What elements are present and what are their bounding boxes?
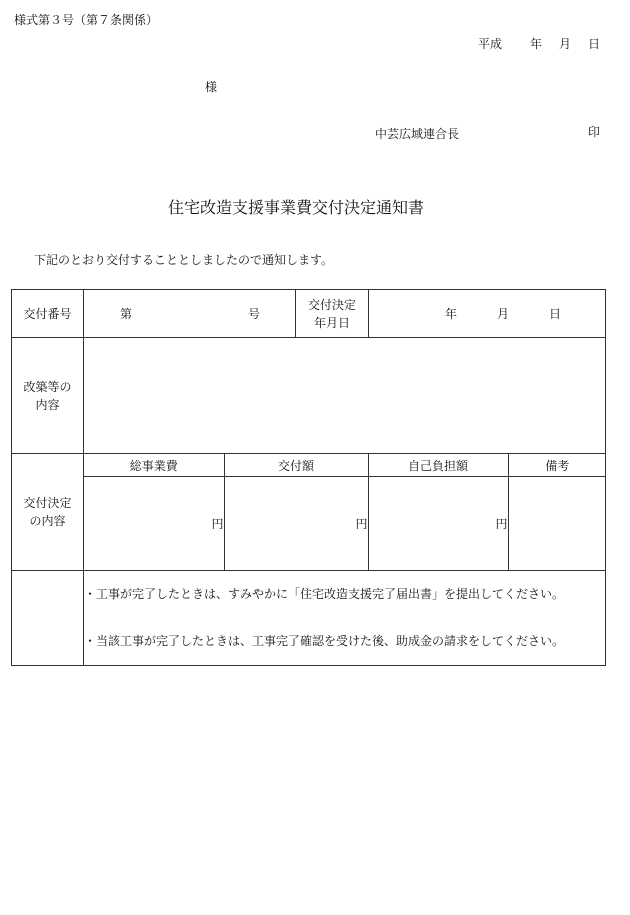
decision-day: 日 — [549, 307, 562, 321]
decision-table — [11, 289, 606, 666]
date-month: 月 — [559, 37, 572, 51]
row-decision-content — [12, 454, 606, 571]
renovation-content-cell — [84, 338, 606, 454]
go-label: 号 — [248, 307, 261, 321]
decision-content-label — [12, 454, 84, 571]
issuer-name: 中芸広域連合長 — [375, 127, 460, 141]
total-cost-unit: 円 — [84, 477, 224, 570]
decision-date-cell — [369, 290, 606, 338]
renovation-label-line1: 改築等の — [23, 379, 72, 394]
decision-content-cell — [84, 454, 606, 571]
header-total-cost: 総事業費 — [84, 454, 224, 477]
intro-text: 下記のとおり交付することとしましたので通知します。 — [34, 253, 334, 267]
renovation-content-label — [12, 338, 84, 454]
date-era: 平成 — [478, 37, 503, 51]
decision-date-label-line1: 交付決定 — [307, 297, 356, 312]
grant-amount-unit: 円 — [224, 477, 368, 570]
decision-year: 年 — [445, 307, 458, 321]
date-year: 年 — [530, 37, 543, 51]
date-day: 日 — [588, 37, 601, 51]
form-number: 様式第３号（第７条関係） — [14, 13, 159, 27]
row-renovation-content — [12, 338, 606, 454]
self-pay-unit: 円 — [368, 477, 508, 570]
decision-month: 月 — [497, 307, 510, 321]
header-self-pay: 自己負担額 — [368, 454, 508, 477]
decision-content-label-line2: の内容 — [29, 514, 66, 528]
notes-label-cell — [12, 571, 84, 666]
grant-number-cell — [84, 290, 296, 338]
document-title: 住宅改造支援事業費交付決定通知書 — [167, 198, 424, 217]
renovation-label-line2: 内容 — [35, 397, 60, 412]
header-remarks: 備考 — [508, 454, 606, 477]
date-line — [478, 35, 600, 52]
header-grant-amount: 交付額 — [224, 454, 368, 477]
remarks-cell — [508, 477, 606, 570]
decision-date-label — [296, 290, 369, 338]
dai-label: 第 — [120, 307, 133, 321]
note-item: ・当該工事が完了したときは、工事完了確認を受けた後、助成金の請求をしてください。 — [84, 634, 565, 648]
note-item: ・工事が完了したときは、すみやかに「住宅改造支援完了届出書」を提出してください。 — [84, 587, 565, 601]
notes-cell — [84, 571, 606, 666]
grant-number-label: 交付番号 — [12, 290, 84, 338]
row-notes — [12, 571, 606, 666]
amount-table — [84, 454, 606, 570]
decision-date-label-line2: 年月日 — [313, 315, 350, 330]
addressee-suffix: 様 — [205, 80, 218, 94]
seal-mark: 印 — [588, 125, 601, 139]
row-grant-number — [12, 290, 606, 338]
decision-content-label-line1: 交付決定 — [23, 496, 72, 510]
